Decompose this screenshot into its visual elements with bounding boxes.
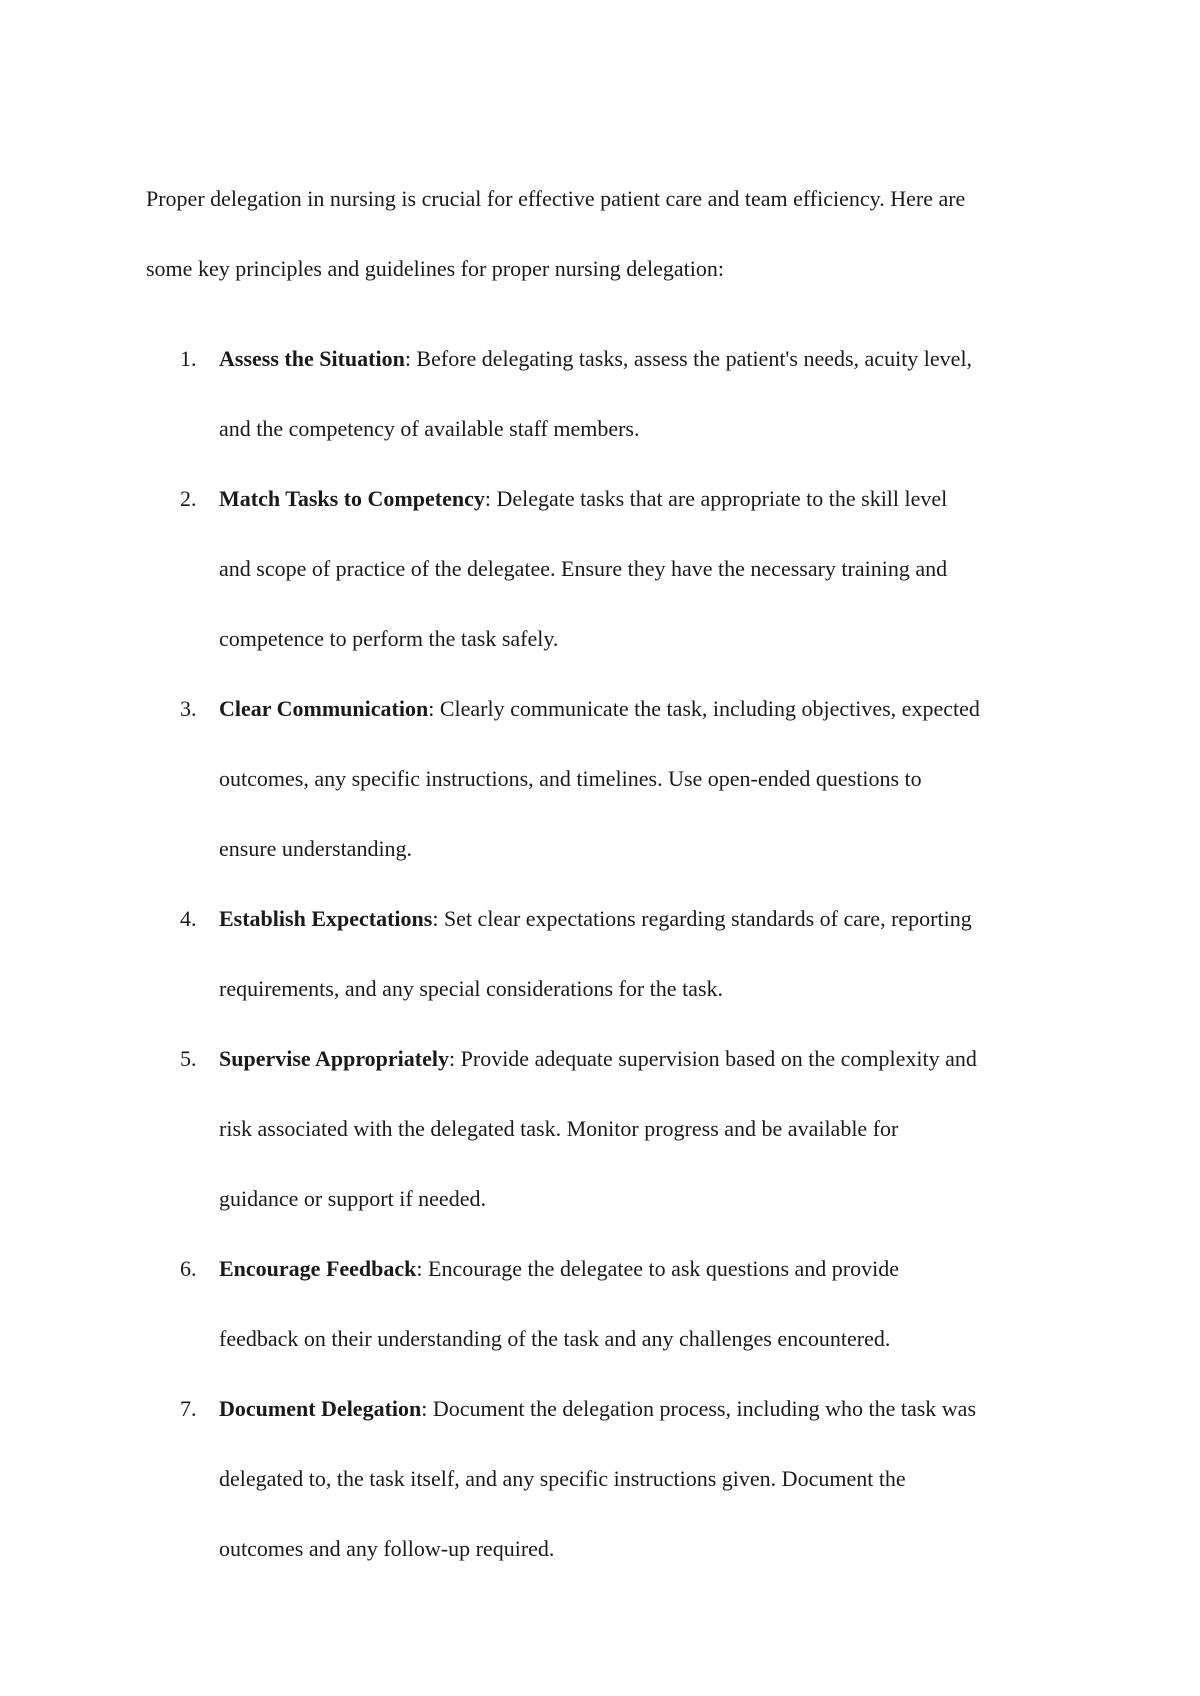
item-first-line [219,674,1099,744]
item-first-rest: : Before delegating tasks, assess the patient's needs, acuity level, [404,346,973,371]
item-number: 2. [180,486,197,511]
item-text [219,1234,1099,1374]
item-term: Encourage Feedback [219,1256,417,1281]
item-text [219,464,1099,674]
item-number: 6. [180,1256,197,1281]
item-term: Document Delegation [219,1396,422,1421]
item-line: ensure understanding. [219,836,413,861]
item-term: Clear Communication [219,696,429,721]
item-first-rest: : Encourage the delegatee to ask questions and provide [416,1256,900,1281]
item-text [219,1024,1099,1234]
item-first-line [219,884,1099,954]
item-line: requirements, and any special considerations for the task. [219,976,724,1001]
item-number: 3. [180,696,197,721]
item-line: risk associated with the delegated task. Monitor progress and be available for [219,1116,899,1141]
item-first-rest: : Document the delegation process, including who the task was [421,1396,977,1421]
intro-line: some key principles and guidelines for proper nursing delegation: [146,256,724,281]
item-line: and the competency of available staff members. [219,416,640,441]
item-term: Match Tasks to Competency [219,486,485,511]
item-first-line [219,1024,1099,1094]
item-line: competence to perform the task safely. [219,626,559,651]
item-text [219,884,1099,1024]
item-line: and scope of practice of the delegatee. Ensure they have the necessary training and [219,556,948,581]
item-first-rest: : Provide adequate supervision based on the complexity and [449,1046,977,1071]
item-number: 4. [180,906,197,931]
item-term: Supervise Appropriately [219,1046,450,1071]
item-term: Assess the Situation [219,346,405,371]
item-number: 1. [180,346,197,371]
item-line: outcomes, any specific instructions, and timelines. Use open-ended questions to [219,766,922,791]
item-number: 5. [180,1046,197,1071]
item-line: feedback on their understanding of the task and any challenges encountered. [219,1326,891,1351]
item-line: delegated to, the task itself, and any specific instructions given. Document the [219,1466,906,1491]
item-text [219,324,1099,464]
item-line: outcomes and any follow-up required. [219,1536,555,1561]
item-first-rest: : Delegate tasks that are appropriate to the skill level [484,486,948,511]
item-number: 7. [180,1396,197,1421]
item-first-rest: : Clearly communicate the task, including objectives, expected [428,696,980,721]
intro-line: Proper delegation in nursing is crucial for effective patient care and team efficiency. Here are [146,186,966,211]
item-text [219,1374,1099,1584]
item-text [219,674,1099,884]
item-first-line [219,324,1099,394]
item-term: Establish Expectations [219,906,433,931]
item-first-line [219,1374,1099,1444]
item-first-line [219,464,1099,534]
item-line: guidance or support if needed. [219,1186,486,1211]
item-first-line [219,1234,1099,1304]
intro-paragraph [146,164,1076,304]
item-first-rest: : Set clear expectations regarding standards of care, reporting [432,906,972,931]
